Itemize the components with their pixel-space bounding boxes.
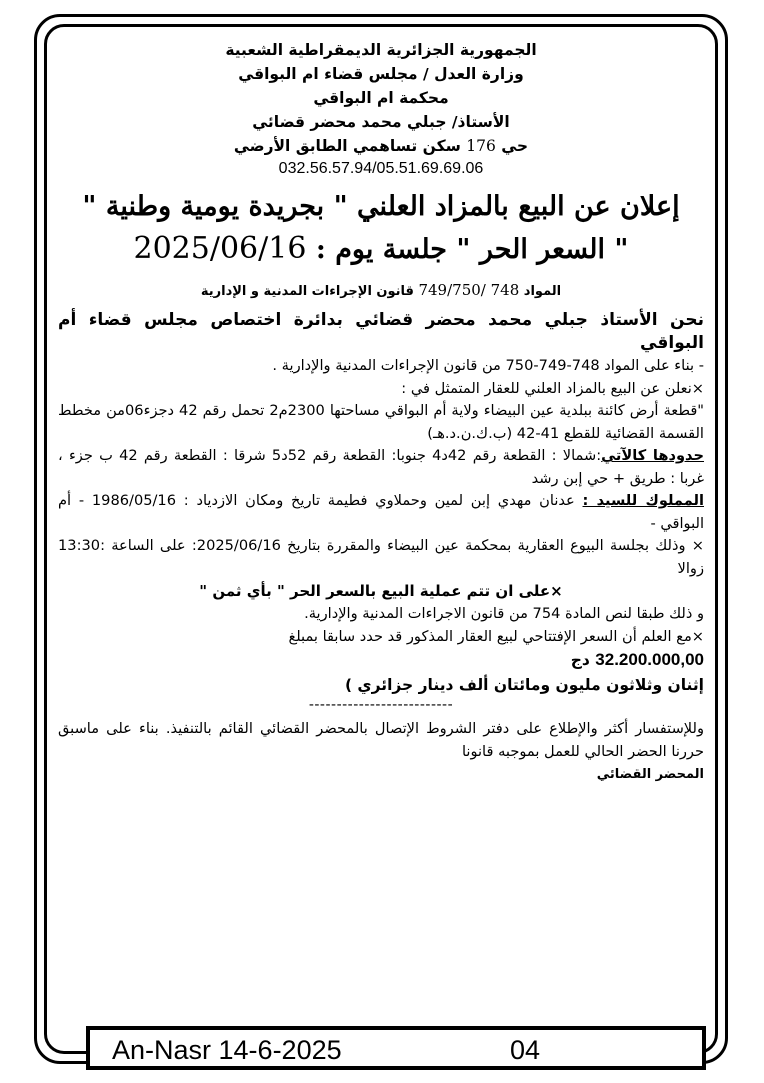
address-suffix: سكن تساهمي الطابق الأرضي	[233, 137, 467, 155]
header-line-2: وزارة العدل / مجلس قضاء ام البواقي	[238, 65, 524, 83]
header-line-1: الجمهورية الجزائرية الديمقراطية الشعبية	[225, 41, 537, 59]
footer-newspaper-date: An-Nasr 14-6-2025	[112, 1035, 342, 1065]
amount-currency: دج	[570, 651, 596, 669]
header-address	[58, 134, 704, 158]
owner-label: المملوك للسيد :	[582, 492, 704, 509]
header-phones: 032.56.57.94/05.51.69.69.06	[278, 160, 484, 177]
paragraph-announcement: ×نعلن عن البيع بالمزاد العلني للعقار المتمثل في :	[401, 379, 704, 397]
paragraph-legal-basis: - بناء على المواد 748-749-750 من قانون الإجراءات المدنية والإدارية .	[272, 357, 704, 374]
header-line-3: محكمة ام البواقي	[313, 89, 449, 107]
paragraph-law: و ذلك طبقا لنص المادة 754 من قانون الاجراءات المدنية والإدارية.	[304, 605, 704, 622]
amount-figure: 32.200.000,00	[595, 650, 704, 669]
amount-in-words: إثنان وثلاثون مليون ومائتان ألف دينار جزائري )	[344, 676, 704, 694]
announcement-title: إعلان عن البيع بالمزاد العلني " بجريدة يومية وطنية "	[82, 191, 680, 222]
paragraph-session: × وذلك بجلسة البيوع العقارية بمحكمة عين البيضاء والمقررة بتاريخ 2025/06/16: على الساعة :13:30 زوالا	[58, 537, 704, 577]
paragraph-base-price: ×مع العلم أن السعر الإفتتاحي لبيع العقار المذكور قد حدد سابقا بمبلغ	[288, 627, 704, 645]
footer-page-number: 04	[510, 1035, 541, 1065]
lead-paragraph: نحن الأستاذ جبلي محمد محضر قضائي بدائرة اختصاص مجلس قضاء أم البواقي	[58, 310, 704, 353]
signature: المحضر القضائي	[596, 767, 704, 782]
announcement-content	[58, 38, 704, 998]
paragraph-contact: وللإستفسار أكثر والإطلاع على دفتر الشروط الإتصال بالمحضر القضائي القائم بالتنفيذ. بناء على ماسبق حررنا الحضر الحالي للعمل بموجبه قانونا	[58, 720, 704, 760]
address-number: 176	[466, 137, 496, 155]
announcement-subtitle	[58, 228, 704, 271]
address-prefix: حي	[495, 137, 529, 155]
paragraph-property: "قطعة أرض كائنة ببلدية عين البيضاء ولاية أم البواقي مساحتها 2300م2 تحمل رقم 42 دجزء06من مخطط القسمة القضائية للقطع 41-42 (ب.ك.ن.د.هـ)	[58, 402, 704, 442]
subtitle-text: " السعر الحر " جلسة يوم :	[315, 234, 629, 265]
articles-numbers: 748 /749/750	[418, 281, 520, 299]
articles-reference	[58, 279, 704, 303]
price-amount	[58, 648, 704, 672]
articles-suffix: قانون الإجراءات المدنية و الإدارية	[200, 284, 419, 299]
articles-prefix: المواد	[519, 284, 562, 299]
free-price-note: ×على ان تتم عملية البيع بالسعر الحر " بأي ثمن "	[199, 582, 563, 600]
footer-box	[86, 1026, 706, 1070]
paragraph-owner	[58, 490, 704, 535]
owner-text: عدنان مهدي إبن لمين وحملاوي فطيمة تاريخ ومكان الازدياد : 1986/05/16 - أم البواقي -	[58, 492, 704, 532]
session-date: 2025/06/16	[133, 231, 307, 266]
paragraph-bounds	[58, 445, 704, 490]
separator-dashes: --------------------------	[308, 697, 454, 713]
header-line-4: الأستاذ/ جبلي محمد محضر قضائي	[252, 113, 510, 131]
bounds-text: :شمالا : القطعة رقم 42د4 جنوبا: القطعة رقم 52د5 شرقا : القطعة رقم 42 ب جزء ، غربا : طريق + حي إبن رشد	[58, 447, 704, 487]
bounds-label: حدودها كالآتي	[601, 447, 704, 464]
